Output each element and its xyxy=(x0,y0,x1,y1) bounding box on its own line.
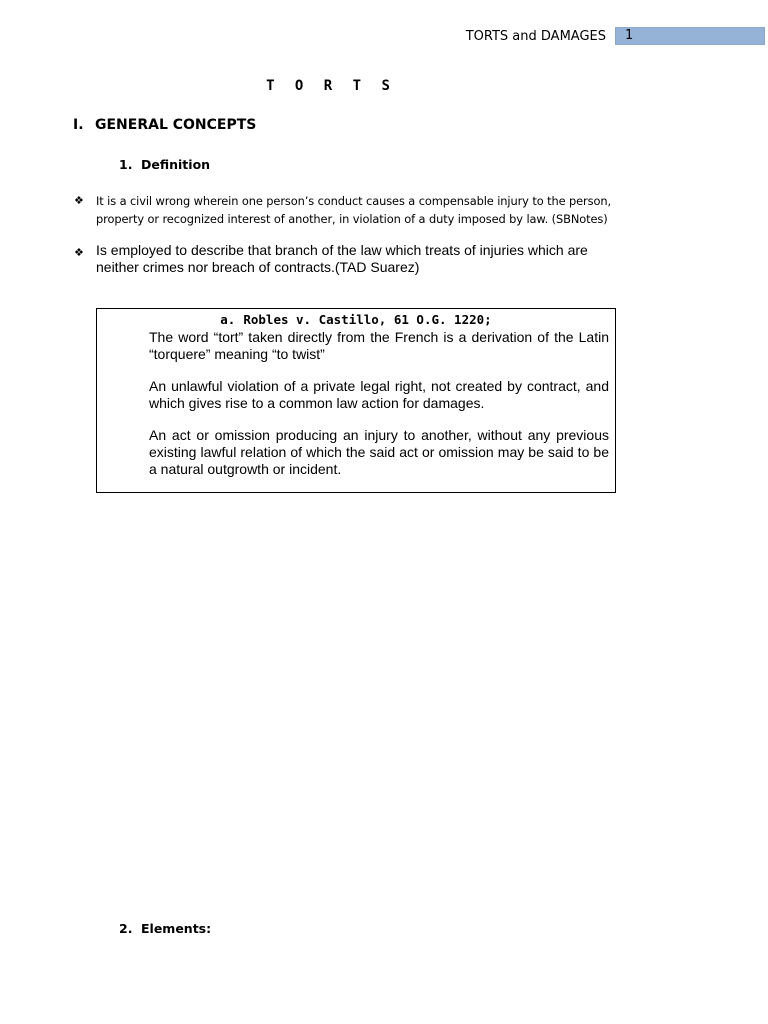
case-title: Robles v. Castillo, 61 O.G. 1220; xyxy=(243,312,492,327)
page-number: 1 xyxy=(625,28,634,43)
case-paragraph: An unlawful violation of a private legal right, not created by contract, and which gives rise to a common law action for damages. xyxy=(149,378,609,411)
subsection-number: 2. xyxy=(119,921,133,936)
page-number-box xyxy=(615,27,765,45)
bullet-text: It is a civil wrong wherein one person’s conduct causes a compensable injury to the person, property or recognized interest of another, in violation of a duty imposed by law. (SBNotes) xyxy=(96,194,611,226)
case-box xyxy=(96,308,616,493)
subsection-heading-definition xyxy=(119,157,210,172)
case-number: a. xyxy=(220,312,236,327)
section-title: GENERAL CONCEPTS xyxy=(95,117,257,133)
diamond-bullet-icon: ❖ xyxy=(74,194,84,207)
bullet-text: Is employed to describe that branch of the law which treats of injuries which are neither crimes nor breach of contracts.(TAD Suarez) xyxy=(96,242,588,275)
header-title: TORTS and DAMAGES xyxy=(465,29,606,44)
subsection-title: Elements: xyxy=(141,921,212,936)
diamond-bullet-icon: ❖ xyxy=(74,246,84,259)
section-heading xyxy=(73,117,256,133)
subsection-title: Definition xyxy=(141,157,211,172)
subsection-heading-elements xyxy=(119,921,211,936)
bullet-item xyxy=(74,192,619,228)
section-number: I. xyxy=(73,117,84,133)
document-title: T O R T S xyxy=(266,78,396,94)
case-paragraph: The word “tort” taken directly from the French is a derivation of the Latin “torquere” meaning “to twist” xyxy=(149,329,609,362)
bullet-item xyxy=(74,242,619,276)
subsection-number: 1. xyxy=(119,157,133,172)
case-heading xyxy=(97,312,615,327)
case-paragraph: An act or omission producing an injury to another, without any previous existing lawful relation of which the said act or omission may be said to be a natural outgrowth or incident. xyxy=(149,427,609,477)
